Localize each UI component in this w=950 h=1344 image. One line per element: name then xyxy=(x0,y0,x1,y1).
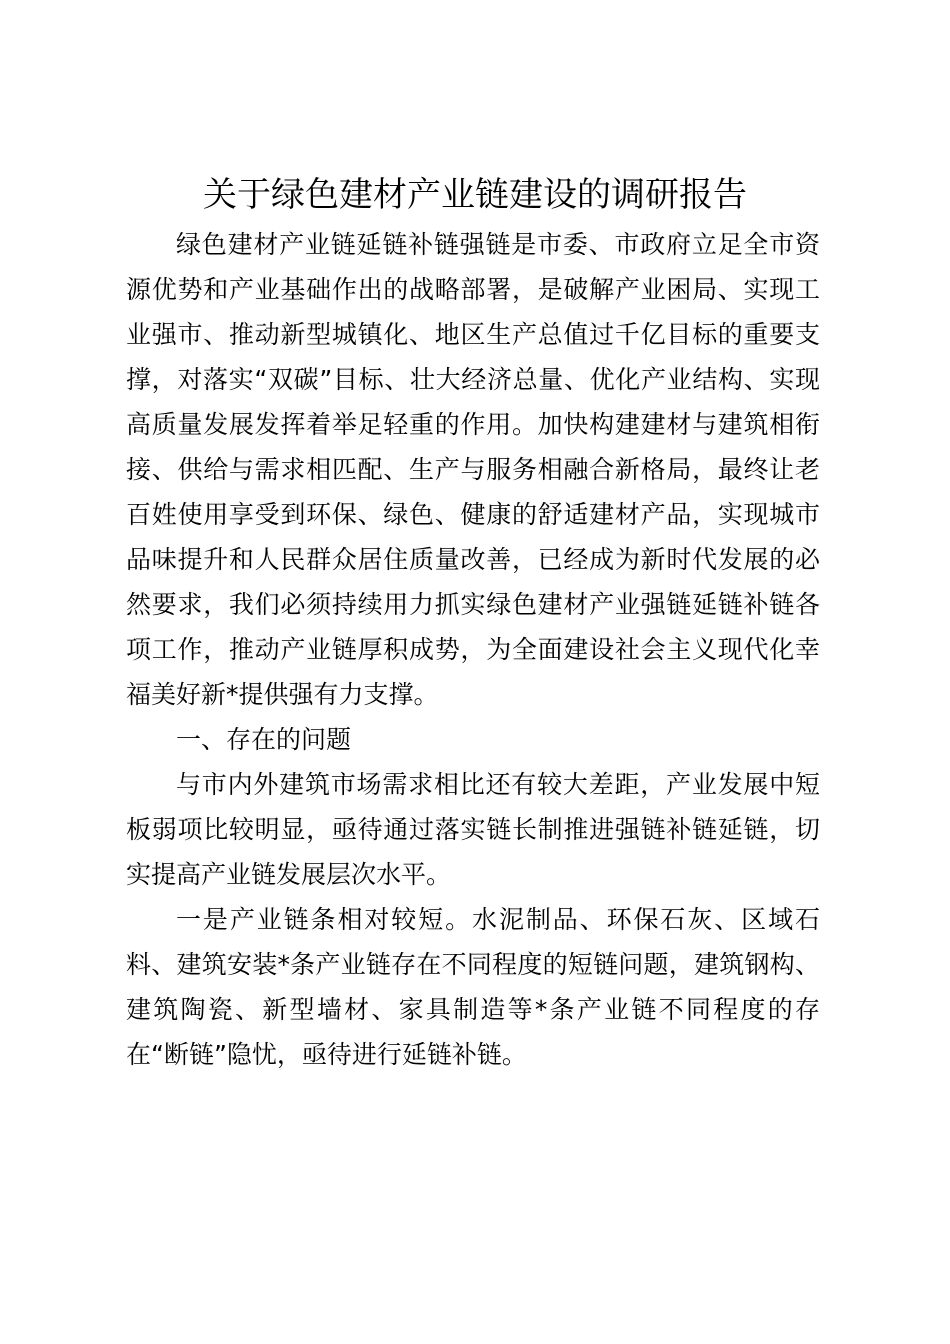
paragraph-intro: 绿色建材产业链延链补链强链是市委、市政府立足全市资源优势和产业基础作出的战略部署，是破解产业困局、实现工业强市、推动新型城镇化、地区生产总值过千亿目标的重要支撑，对落实“双碳”目标、壮大经济总量、优化产业结构、实现高质量发展发挥着举足轻重的作用。加快构建建材与建筑相衔接、供给与需求相匹配、生产与服务相融合新格局，最终让老百姓使用享受到环保、绿色、健康的舒适建材产品，实现城市品味提升和人民群众居住质量改善，已经成为新时代发展的必然要求，我们必须持续用力抓实绿色建材产业强链延链补链各项工作，推动产业链厚积成势，为全面建设社会主义现代化幸福美好新*提供强有力支撑。 xyxy=(126,230,820,709)
document-title: 关于绿色建材产业链建设的调研报告 xyxy=(203,175,747,215)
section-heading-problems: 一、存在的问题 xyxy=(176,725,352,754)
paragraph-short-chain: 一是产业链条相对较短。水泥制品、环保石灰、区域石料、建筑安装*条产业链存在不同程度的短链问题，建筑钢构、建筑陶瓷、新型墙材、家具制造等*条产业链不同程度的存在“断链”隐忧，亟待进行延链补链。 xyxy=(126,905,820,1069)
paragraph-gap: 与市内外建筑市场需求相比还有较大差距，产业发展中短板弱项比较明显，亟待通过落实链长制推进强链补链延链，切实提高产业链发展层次水平。 xyxy=(126,770,820,889)
document-body xyxy=(126,222,820,1077)
